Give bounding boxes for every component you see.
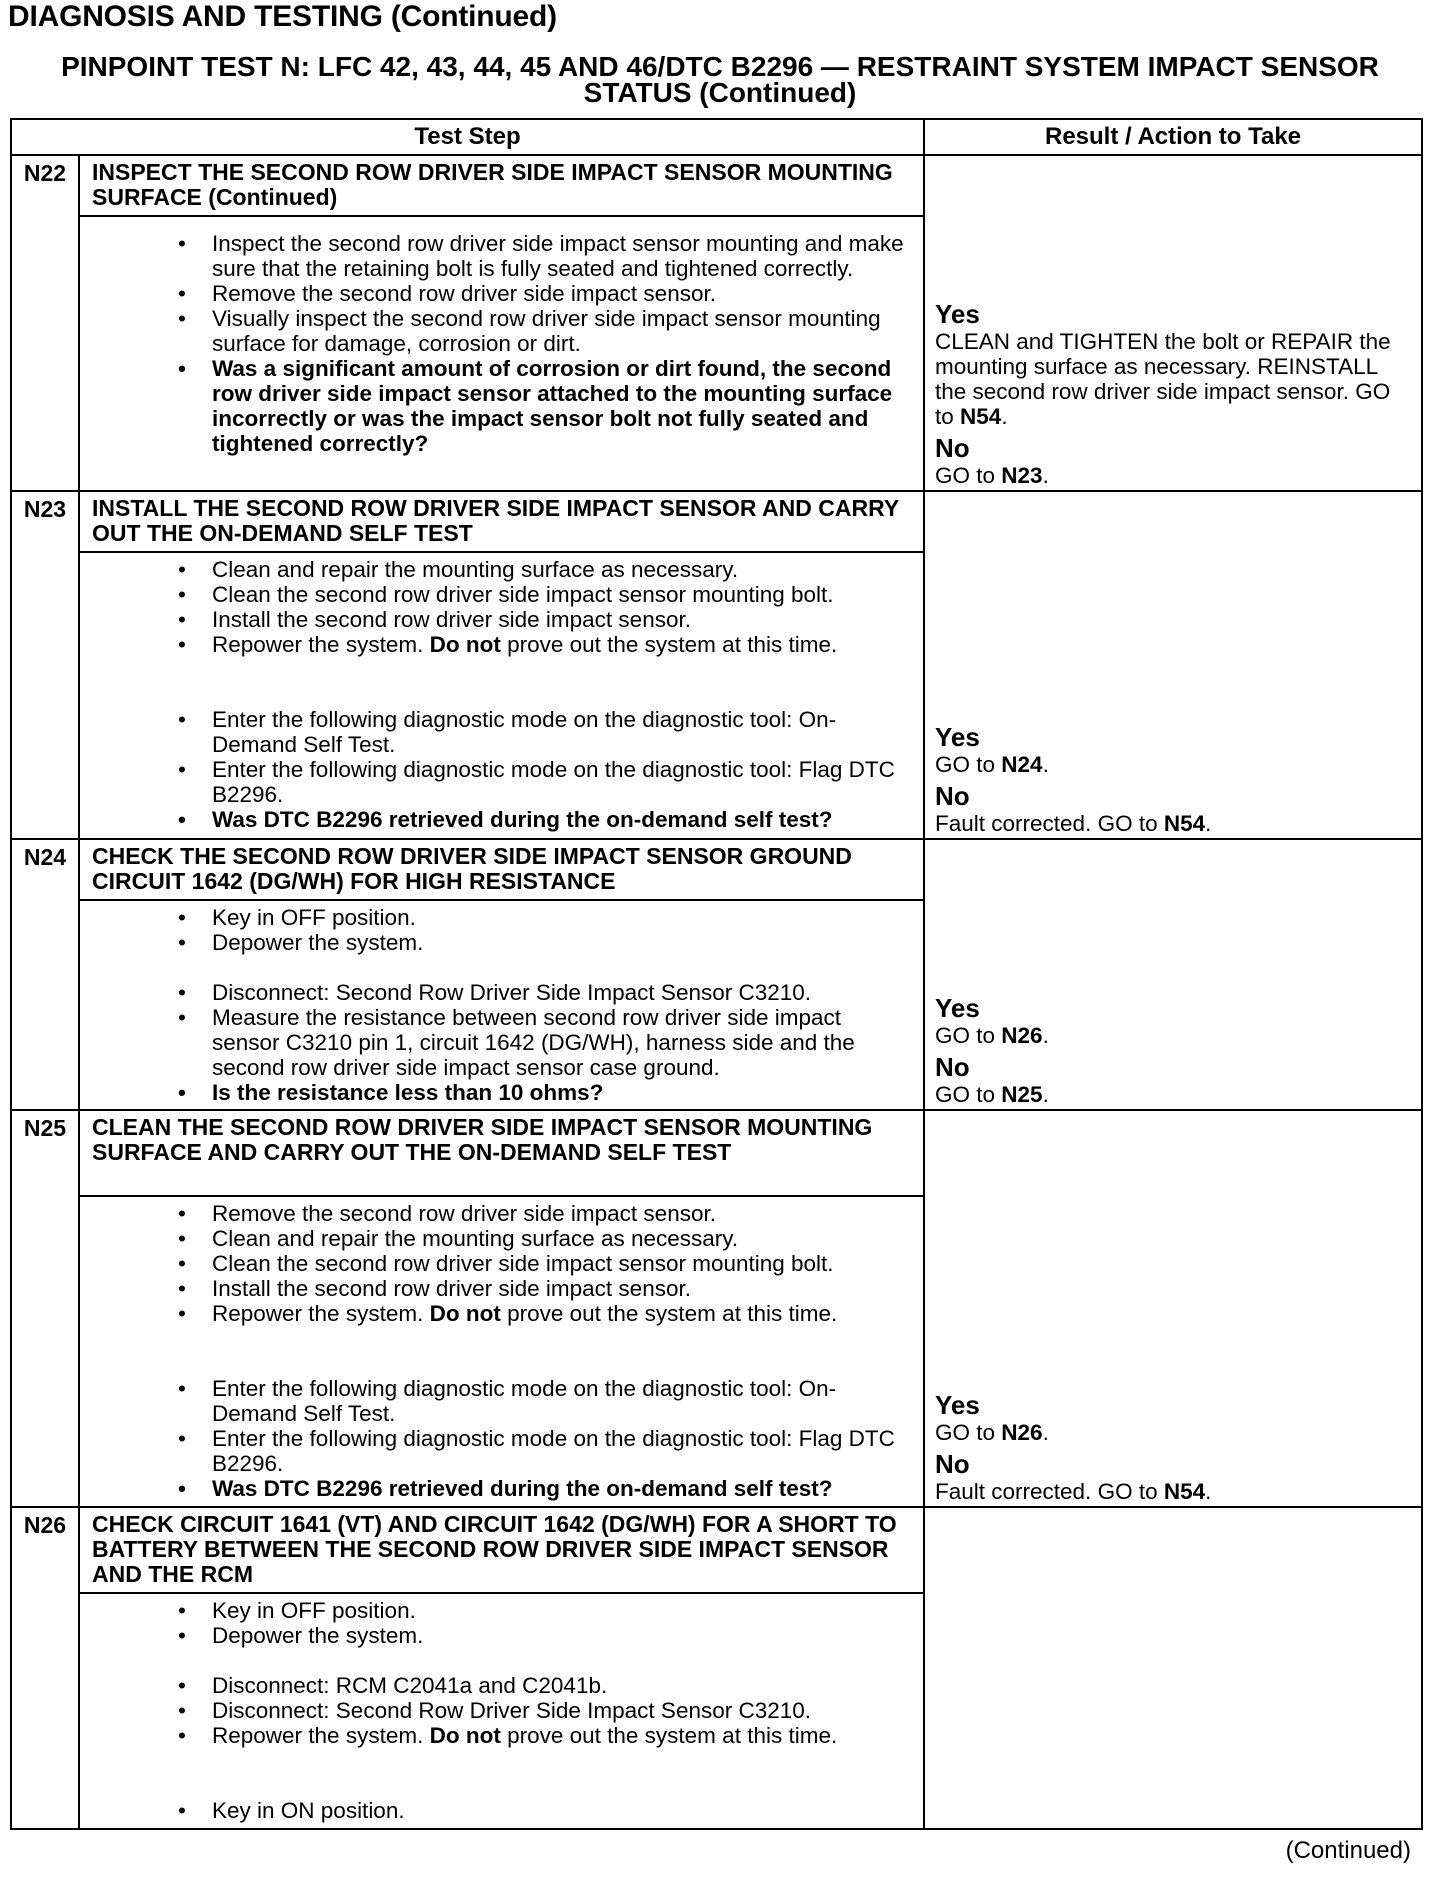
step-instructions — [79, 900, 924, 1110]
list-item: • Disconnect: Second Row Driver Side Impact Sensor C3210. — [80, 1698, 923, 1723]
result-no-label: No — [935, 1052, 970, 1082]
list-item: • Enter the following diagnostic mode on the diagnostic tool: Flag DTC B2296. — [80, 757, 923, 807]
step-row-n22-title — [11, 155, 1422, 216]
list-item: • Enter the following diagnostic mode on the diagnostic tool: On-Demand Self Test. — [80, 1376, 923, 1426]
result-cell — [924, 1110, 1422, 1507]
page-title: DIAGNOSIS AND TESTING (Continued) — [8, 0, 557, 33]
list-item: • Disconnect: Second Row Driver Side Impact Sensor C3210. — [80, 980, 923, 1005]
list-item: • Enter the following diagnostic mode on the diagnostic tool: Flag DTC B2296. — [80, 1426, 923, 1476]
result-no-label: No — [935, 1449, 970, 1479]
list-item: • Install the second row driver side impact sensor. — [80, 1276, 923, 1301]
list-item: • Clean and repair the mounting surface as necessary. — [80, 557, 923, 582]
list-item: • Clean the second row driver side impact sensor mounting bolt. — [80, 582, 923, 607]
step-ref-link[interactable]: N26 — [1001, 1420, 1043, 1445]
step-instructions — [79, 1593, 924, 1829]
table-header-row — [11, 119, 1422, 155]
step-instructions — [79, 552, 924, 839]
step-row-n24-title — [11, 839, 1422, 900]
result-yes-text: GO to N26. — [935, 1023, 1049, 1048]
pinpoint-test-table — [10, 118, 1423, 1830]
list-item: • Repower the system. Do not prove out the system at this time. — [80, 632, 923, 657]
step-question: • Was a significant amount of corrosion or dirt found, the second row driver side impact sensor attached to the mounting surface incorrectly or was the impact sensor bolt not fully seated and tightened correctly? — [80, 356, 923, 456]
step-ref-link[interactable]: N54 — [960, 404, 1002, 429]
step-title: CLEAN THE SECOND ROW DRIVER SIDE IMPACT SENSOR MOUNTING SURFACE AND CARRY OUT THE ON-DEMAND SELF TEST — [79, 1110, 924, 1196]
list-item: • Repower the system. Do not prove out the system at this time. — [80, 1301, 923, 1326]
step-question: • Is the resistance less than 10 ohms? — [80, 1080, 923, 1105]
step-id: N25 — [11, 1110, 79, 1507]
result-yes-label: Yes — [935, 299, 980, 329]
step-row-n26-title — [11, 1507, 1422, 1593]
result-no-text: Fault corrected. GO to N54. — [935, 811, 1212, 836]
result-cell — [924, 1507, 1422, 1829]
step-ref-link[interactable]: N25 — [1001, 1082, 1043, 1107]
result-no-text: Fault corrected. GO to N54. — [935, 1479, 1212, 1504]
step-id: N23 — [11, 491, 79, 839]
test-title-line-1: PINPOINT TEST N: LFC 42, 43, 44, 45 AND 46/DTC B2296 — RESTRAINT SYSTEM IMPACT SENSOR — [61, 51, 1379, 82]
list-item: • Remove the second row driver side impact sensor. — [80, 1201, 923, 1226]
step-ref-link[interactable]: N23 — [1001, 463, 1043, 488]
step-instructions — [79, 1196, 924, 1507]
list-item: • Depower the system. — [80, 1623, 923, 1648]
result-no-text: GO to N25. — [935, 1082, 1049, 1107]
step-id: N26 — [11, 1507, 79, 1829]
result-yes-text: GO to N24. — [935, 752, 1049, 777]
list-item: • Key in ON position. — [80, 1798, 923, 1823]
result-no-text: GO to N23. — [935, 463, 1049, 488]
list-item: • Remove the second row driver side impact sensor. — [80, 281, 923, 306]
step-ref-link[interactable]: N26 — [1001, 1023, 1043, 1048]
list-item: • Key in OFF position. — [80, 1598, 923, 1623]
step-ref-link[interactable]: N54 — [1163, 1479, 1206, 1504]
list-item: • Measure the resistance between second row driver side impact sensor C3210 pin 1, circuit 1642 (DG/WH), harness side and the second row driver side impact sensor case ground. — [80, 1005, 923, 1080]
result-yes-label: Yes — [935, 722, 980, 752]
list-item: • Key in OFF position. — [80, 905, 923, 930]
step-question: • Was DTC B2296 retrieved during the on-demand self test? — [80, 1476, 923, 1501]
continued-footer: (Continued) — [1285, 1837, 1411, 1864]
step-row-n23-title — [11, 491, 1422, 552]
column-header-result: Result / Action to Take — [924, 119, 1422, 155]
result-cell — [924, 839, 1422, 1110]
pinpoint-test-title — [30, 51, 1410, 108]
result-cell — [924, 155, 1422, 491]
list-item: • Clean the second row driver side impact sensor mounting bolt. — [80, 1251, 923, 1276]
list-item: • Install the second row driver side impact sensor. — [80, 607, 923, 632]
list-item: • Repower the system. Do not prove out the system at this time. — [80, 1723, 923, 1748]
list-item: • Enter the following diagnostic mode on the diagnostic tool: On-Demand Self Test. — [80, 707, 923, 757]
step-instructions — [79, 216, 924, 491]
list-item: • Visually inspect the second row driver side impact sensor mounting surface for damage, corrosion or dirt. — [80, 306, 923, 356]
list-item: • Depower the system. — [80, 930, 923, 955]
step-row-n25-title — [11, 1110, 1422, 1196]
step-title: INSTALL THE SECOND ROW DRIVER SIDE IMPACT SENSOR AND CARRY OUT THE ON-DEMAND SELF TEST — [79, 491, 924, 552]
list-item: • Disconnect: RCM C2041a and C2041b. — [80, 1673, 923, 1698]
step-title: INSPECT THE SECOND ROW DRIVER SIDE IMPACT SENSOR MOUNTING SURFACE (Continued) — [79, 155, 924, 216]
result-cell — [924, 491, 1422, 839]
result-no-label: No — [935, 781, 970, 811]
result-yes-text: CLEAN and TIGHTEN the bolt or REPAIR the mounting surface as necessary. REINSTALL the second row driver side impact sensor. GO to N54. — [935, 329, 1391, 429]
step-id: N24 — [11, 839, 79, 1110]
column-header-test-step: Test Step — [11, 119, 924, 155]
step-id: N22 — [11, 155, 79, 491]
result-no-label: No — [935, 433, 970, 463]
result-yes-label: Yes — [935, 993, 980, 1023]
test-title-line-2: STATUS (Continued) — [583, 77, 857, 108]
list-item: • Inspect the second row driver side impact sensor mounting and make sure that the retaining bolt is fully seated and tightened correctly. — [80, 231, 923, 281]
step-ref-link[interactable]: N24 — [1001, 752, 1043, 777]
list-item: • Clean and repair the mounting surface as necessary. — [80, 1226, 923, 1251]
step-title: CHECK THE SECOND ROW DRIVER SIDE IMPACT SENSOR GROUND CIRCUIT 1642 (DG/WH) FOR HIGH RESISTANCE — [79, 839, 924, 900]
step-question: • Was DTC B2296 retrieved during the on-demand self test? — [80, 807, 923, 832]
result-yes-text: GO to N26. — [935, 1420, 1049, 1445]
step-ref-link[interactable]: N54 — [1163, 811, 1206, 836]
result-yes-label: Yes — [935, 1390, 980, 1420]
step-title: CHECK CIRCUIT 1641 (VT) AND CIRCUIT 1642 (DG/WH) FOR A SHORT TO BATTERY BETWEEN THE SECOND ROW DRIVER SIDE IMPACT SENSOR AND THE RCM — [79, 1507, 924, 1593]
